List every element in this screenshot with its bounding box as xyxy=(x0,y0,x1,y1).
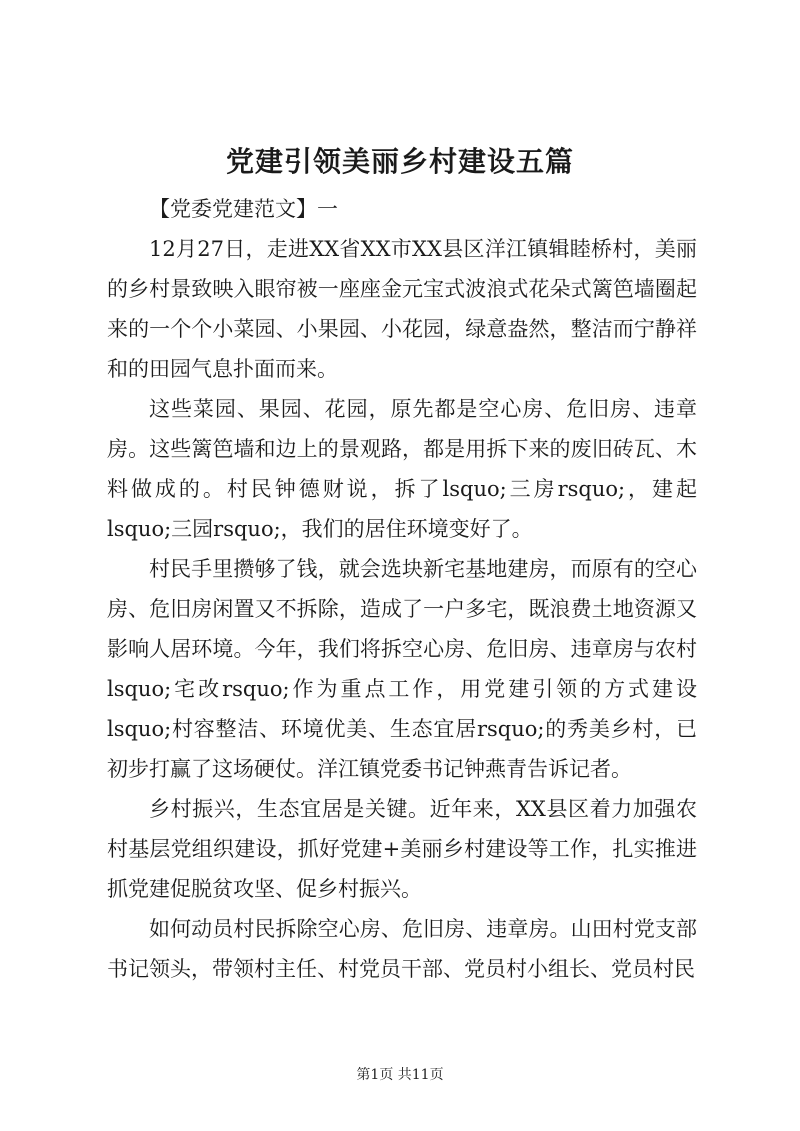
paragraph: 如何动员村民拆除空心房、危旧房、违章房。山田村党支部书记领头，带领村主任、村党员干部、党员村小组长、党员村民 xyxy=(107,917,697,981)
document-body xyxy=(107,189,697,989)
paragraph: 乡村振兴，生态宜居是关键。近年来，XX县区着力加强农村基层党组织建设，抓好党建+美丽乡村建设等工作，扎实推进抓党建促脱贫攻坚、促乡村振兴。 xyxy=(107,797,697,901)
section-heading: 【党委党建范文】一 xyxy=(149,197,338,221)
paragraph: 12月27日，走进XX省XX市XX县区洋江镇辑睦桥村，美丽的乡村景致映入眼帘被一座座金元宝式波浪式花朵式篱笆墙圈起来的一个个小菜园、小果园、小花园，绿意盎然，整洁而宁静祥和的田园气息扑面而来。 xyxy=(107,237,697,381)
paragraph: 村民手里攒够了钱，就会选块新宅基地建房，而原有的空心房、危旧房闲置又不拆除，造成了一户多宅，既浪费土地资源又影响人居环境。今年，我们将拆空心房、危旧房、违章房与农村lsquo;宅改rsquo;作为重点工作，用党建引领的方式建设lsquo;村容整洁、环境优美、生态宜居rsquo;的秀美乡村，已初步打赢了这场硬仗。洋江镇党委书记钟燕青告诉记者。 xyxy=(107,557,697,781)
document-title: 党建引领美丽乡村建设五篇 xyxy=(225,145,574,178)
page-number-footer: 第1页 共11页 xyxy=(356,1067,444,1083)
paragraph: 这些菜园、果园、花园，原先都是空心房、危旧房、违章房。这些篱笆墙和边上的景观路，都是用拆下来的废旧砖瓦、木料做成的。村民钟德财说，拆了lsquo;三房rsquo;，建起lsquo;三园rsquo;，我们的居住环境变好了。 xyxy=(107,397,697,541)
